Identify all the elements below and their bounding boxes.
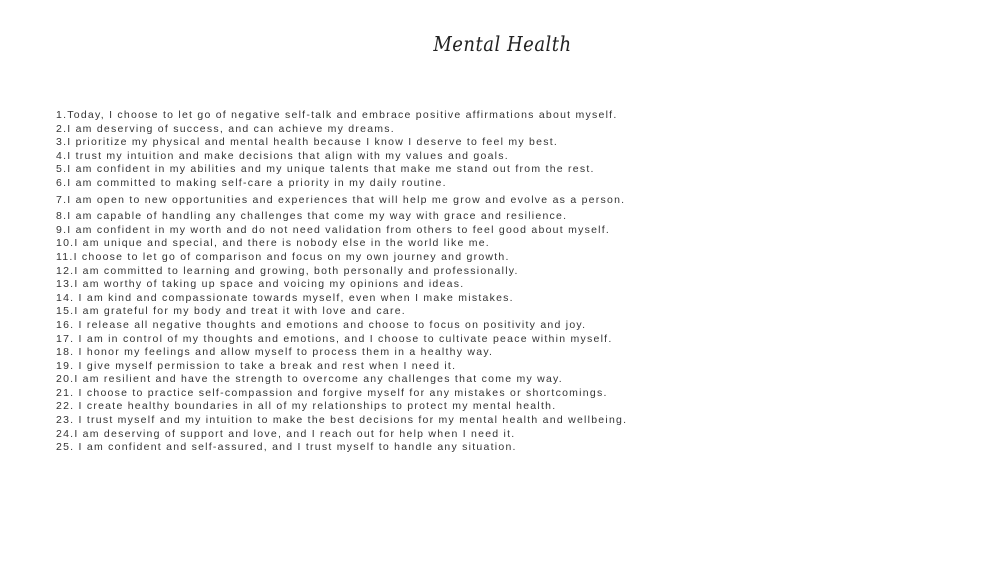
list-item: 24.I am deserving of support and love, and I reach out for help when I need it.: [56, 427, 516, 440]
list-item: 16. I release all negative thoughts and emotions and choose to focus on positivity and joy.: [56, 318, 587, 331]
list-item: 8.I am capable of handling any challenges that come my way with grace and resilience.: [56, 210, 568, 223]
list-item: 23. I trust myself and my intuition to make the best decisions for my mental health and wellbeing.: [56, 414, 628, 427]
list-item: 13.I am worthy of taking up space and voicing my opinions and ideas.: [56, 278, 465, 291]
list-item: 1.Today, I choose to let go of negative self-talk and embrace positive affirmations about myself.: [56, 109, 618, 121]
list-item: 25. I am confident and self-assured, and I trust myself to handle any situation.: [56, 441, 517, 454]
list-item: 4.I trust my intuition and make decisions that align with my values and goals.: [56, 149, 509, 162]
affirmations-list: [56, 109, 627, 455]
list-item: 17. I am in control of my thoughts and emotions, and I choose to cultivate peace within myself.: [56, 332, 613, 345]
list-item: 14. I am kind and compassionate towards myself, even when I make mistakes.: [56, 291, 514, 304]
list-item: 10.I am unique and special, and there is nobody else in the world like me.: [56, 237, 490, 250]
list-item: 9.I am confident in my worth and do not need validation from others to feel good about myself.: [56, 223, 611, 236]
list-item: 7.I am open to new opportunities and experiences that will help me grow and evolve as a person.: [56, 193, 626, 206]
list-item: 6.I am committed to making self-care a priority in my daily routine.: [56, 176, 447, 189]
list-item: 3.I prioritize my physical and mental health because I know I deserve to feel my best.: [56, 136, 559, 149]
list-item: 15.I am grateful for my body and treat it with love and care.: [56, 305, 406, 318]
list-item: 11.I choose to let go of comparison and focus on my own journey and growth.: [56, 250, 510, 263]
list-item: 22. I create healthy boundaries in all of my relationships to protect my mental health.: [56, 400, 557, 413]
list-item: 2.I am deserving of success, and can achieve my dreams.: [56, 122, 395, 135]
list-item: 20.I am resilient and have the strength to overcome any challenges that come my way.: [56, 373, 563, 386]
list-item: 18. I honor my feelings and allow myself to process them in a healthy way.: [56, 346, 494, 359]
page-title: Mental Health: [433, 32, 572, 57]
list-item: 19. I give myself permission to take a break and rest when I need it.: [56, 359, 457, 372]
list-item: 21. I choose to practice self-compassion and forgive myself for any mistakes or shortcomings.: [56, 386, 608, 399]
list-item: 12.I am committed to learning and growing, both personally and professionally.: [56, 264, 519, 277]
list-item: 5.I am confident in my abilities and my unique talents that make me stand out from the rest.: [56, 163, 595, 176]
